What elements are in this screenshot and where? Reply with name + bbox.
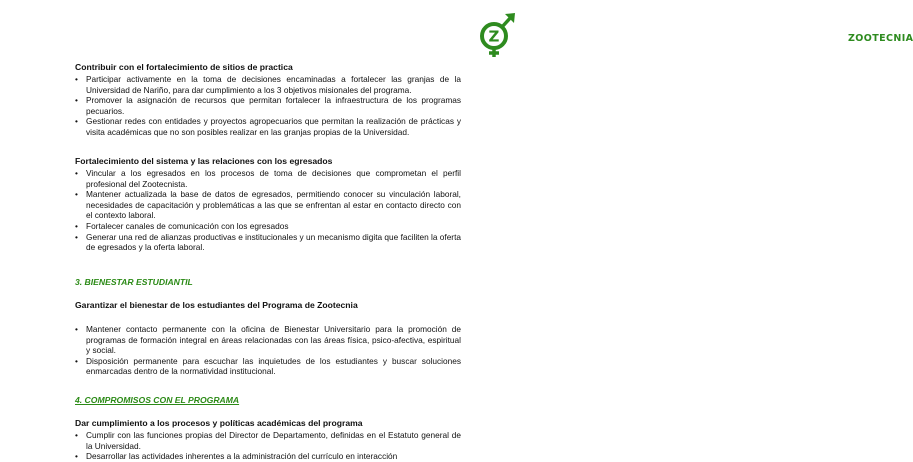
section-heading: Garantizar el bienestar de los estudiantes del Programa de Zootecnia	[75, 300, 358, 310]
list-item: • Mantener actualizada la base de datos de egresados, permitiendo conocer su vinculación laboral, necesidades de capacitación y problemáticas a las que se enfrentan al estar en contacto directo con el contexto laboral.	[75, 189, 461, 221]
list-item: • Gestionar redes con entidades y proyectos agropecuarios que permitan la realización de prácticas y visita académicas que no son posibles realizar en las granjas propias de la Universidad.	[75, 116, 461, 137]
list-item: • Cumplir con las funciones propias del Director de Departamento, definidas en el Estatuto general de la Universidad.	[75, 430, 461, 451]
section-title: 4. COMPROMISOS CON EL PROGRAMA	[75, 395, 240, 405]
list-item: • Desarrollar las actividades inherentes a la administración del currículo en interacción	[75, 451, 461, 462]
section-fortalecimiento-sitios	[75, 62, 461, 138]
bullet-list	[75, 168, 461, 253]
section-heading: Fortalecimiento del sistema y las relaciones con los egresados	[75, 156, 333, 166]
list-item: • Promover la asignación de recursos que permitan fortalecer la infraestructura de los programas pecuarios.	[75, 95, 461, 116]
section-egresados	[75, 156, 461, 253]
bullet-list	[75, 430, 461, 462]
zootecnia-emblem-icon	[474, 10, 518, 58]
bullet-list	[75, 74, 461, 138]
section-compromisos	[75, 395, 461, 406]
list-item: • Participar activamente en la toma de decisiones encaminadas a fortalecer las granjas de la Universidad de Nariño, para dar cumplimiento a los 3 objetivos misionales del programa.	[75, 74, 461, 95]
list-item: • Generar una red de alianzas productivas e institucionales y un mecanismo digita que faciliten la oferta de egresados y la oferta laboral.	[75, 232, 461, 253]
list-item: • Disposición permanente para escuchar las inquietudes de los estudiantes y buscar soluciones enmarcadas dentro de la normatividad institucional.	[75, 356, 461, 377]
section-bienestar-body	[75, 300, 461, 377]
list-item: • Mantener contacto permanente con la oficina de Bienestar Universitario para la promoción de programas de formación integral en áreas relacionadas con las áreas física, psico-afectiva, espiritual y social.	[75, 324, 461, 356]
section-heading: Contribuir con el fortalecimiento de sitios de practica	[75, 62, 293, 72]
section-heading: Dar cumplimiento a los procesos y políticas académicas del programa	[75, 418, 363, 428]
section-compromisos-body	[75, 418, 461, 462]
section-title: 3. BIENESTAR ESTUDIANTIL	[75, 277, 193, 287]
list-item: • Vincular a los egresados en los procesos de toma de decisiones que comprometan el perfil profesional del Zootecnista.	[75, 168, 461, 189]
bullet-list	[75, 324, 461, 377]
logo-letter: Z	[488, 27, 500, 46]
list-item: • Fortalecer canales de comunicación con los egresados	[75, 221, 461, 232]
logo-text: ZOOTECNIA	[848, 33, 913, 44]
section-bienestar-estudiantil	[75, 277, 461, 288]
